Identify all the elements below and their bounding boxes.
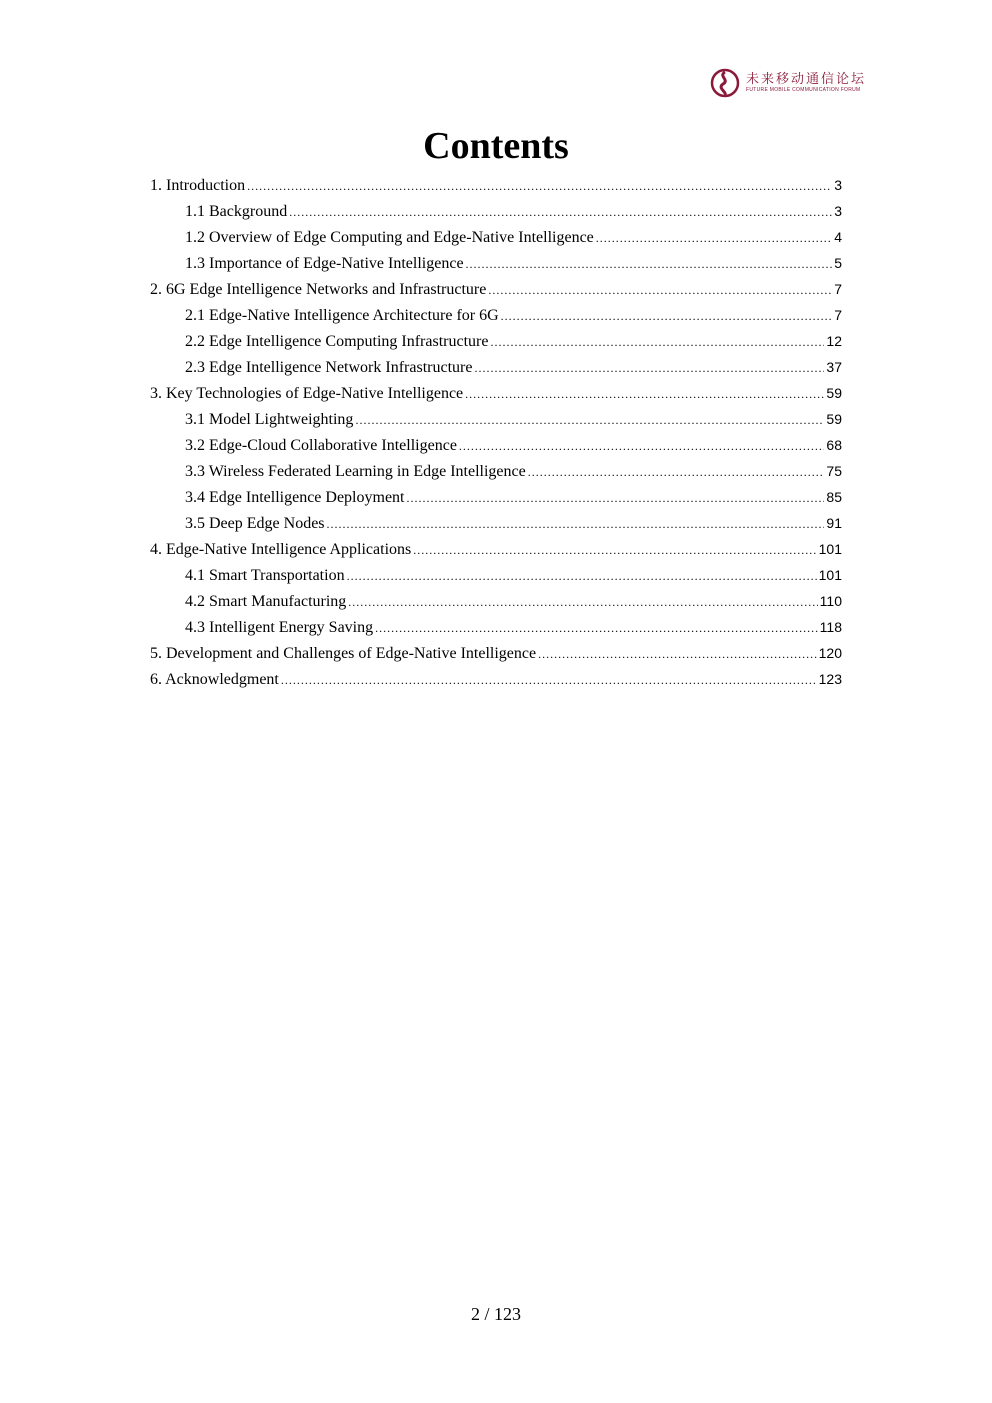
dot-leader [501, 306, 833, 326]
toc-entry-page: 101 [818, 541, 842, 557]
toc-entry-page: 59 [826, 385, 842, 401]
toc-entry[interactable] [150, 617, 842, 643]
toc-entry-title: 2.2 Edge Intelligence Computing Infrastructure [185, 333, 489, 350]
dot-leader [281, 670, 817, 690]
toc-entry-page: 7 [834, 307, 842, 323]
toc-entry-page: 3 [834, 177, 842, 193]
toc-entry[interactable] [150, 487, 842, 513]
forum-logo [710, 68, 866, 98]
toc-entry[interactable] [150, 513, 842, 539]
toc-entry[interactable] [150, 175, 842, 201]
toc-entry-title: 1.1 Background [185, 203, 288, 220]
toc-entry-page: 68 [826, 437, 842, 453]
toc-entry[interactable] [150, 383, 842, 409]
toc-entry-title: 6. Acknowledgment [150, 671, 279, 688]
toc-entry[interactable] [150, 539, 842, 565]
toc-entry-page: 59 [826, 411, 842, 427]
logo-chinese-text: 未来移动通信论坛 [746, 72, 867, 87]
toc-entry[interactable] [150, 409, 842, 435]
dot-leader [247, 176, 832, 196]
toc-entry-title: 2.1 Edge-Native Intelligence Architecture for 6G [185, 307, 499, 324]
toc-entry-title: 4.3 Intelligent Energy Saving [185, 619, 374, 636]
toc-entry[interactable] [150, 565, 842, 591]
toc-entry-page: 7 [834, 281, 842, 297]
toc-entry-title: 5. Development and Challenges of Edge-Native Intelligence [150, 645, 537, 662]
toc-entry[interactable] [150, 279, 842, 305]
dot-leader [490, 332, 824, 352]
table-of-contents [150, 175, 842, 695]
dot-leader [528, 462, 825, 482]
dot-leader [465, 384, 824, 404]
dot-leader [327, 514, 825, 534]
toc-entry-title: 1.2 Overview of Edge Computing and Edge-Native Intelligence [185, 229, 594, 246]
dot-leader [538, 644, 817, 664]
toc-entry-page: 3 [834, 203, 842, 219]
toc-entry-title: 3.5 Deep Edge Nodes [185, 515, 325, 532]
toc-entry-page: 91 [826, 515, 842, 531]
toc-entry-title: 3.4 Edge Intelligence Deployment [185, 489, 405, 506]
dot-leader [596, 228, 832, 248]
toc-entry-title: 4.1 Smart Transportation [185, 567, 345, 584]
toc-entry[interactable] [150, 461, 842, 487]
toc-entry[interactable] [150, 305, 842, 331]
toc-entry-page: 12 [826, 333, 842, 349]
dot-leader [348, 592, 817, 612]
toc-entry-title: 2.3 Edge Intelligence Network Infrastructure [185, 359, 473, 376]
dot-leader [459, 436, 825, 456]
dot-leader [375, 618, 818, 638]
toc-entry-title: 2. 6G Edge Intelligence Networks and Infrastructure [150, 281, 487, 298]
toc-entry[interactable] [150, 331, 842, 357]
toc-entry-title: 4. Edge-Native Intelligence Applications [150, 541, 412, 558]
toc-entry-title: 3.3 Wireless Federated Learning in Edge Intelligence [185, 463, 526, 480]
toc-entry-title: 3.1 Model Lightweighting [185, 411, 354, 428]
forum-logo-icon [710, 68, 740, 98]
toc-entry-page: 101 [818, 567, 842, 583]
dot-leader [406, 488, 824, 508]
toc-entry-title: 1. Introduction [150, 177, 246, 194]
toc-entry-page: 123 [818, 671, 842, 687]
toc-entry[interactable] [150, 591, 842, 617]
page-number: 2 / 123 [470, 1304, 521, 1324]
toc-entry[interactable] [150, 227, 842, 253]
toc-entry-page: 118 [819, 619, 842, 635]
toc-entry-title: 1.3 Importance of Edge-Native Intelligence [185, 255, 464, 272]
dot-leader [466, 254, 833, 274]
toc-entry-page: 85 [826, 489, 842, 505]
toc-entry-page: 110 [819, 593, 842, 609]
toc-entry-title: 3. Key Technologies of Edge-Native Intelligence [150, 385, 464, 402]
page-title: Contents [423, 125, 569, 167]
toc-entry-page: 75 [826, 463, 842, 479]
toc-entry-title: 4.2 Smart Manufacturing [185, 593, 347, 610]
toc-entry[interactable] [150, 253, 842, 279]
toc-entry[interactable] [150, 357, 842, 383]
toc-entry-page: 5 [834, 255, 842, 271]
toc-entry-page: 4 [834, 229, 842, 245]
dot-leader [347, 566, 817, 586]
toc-entry[interactable] [150, 669, 842, 695]
toc-entry[interactable] [150, 435, 842, 461]
toc-entry-page: 120 [818, 645, 842, 661]
toc-entry[interactable] [150, 201, 842, 227]
dot-leader [474, 358, 824, 378]
dot-leader [289, 202, 832, 222]
dot-leader [355, 410, 824, 430]
toc-entry[interactable] [150, 643, 842, 669]
dot-leader [488, 280, 832, 300]
toc-entry-title: 3.2 Edge-Cloud Collaborative Intelligence [185, 437, 457, 454]
toc-entry-page: 37 [826, 359, 842, 375]
logo-english-text: FUTURE MOBILE COMMUNICATION FORUM [746, 87, 861, 93]
dot-leader [413, 540, 816, 560]
